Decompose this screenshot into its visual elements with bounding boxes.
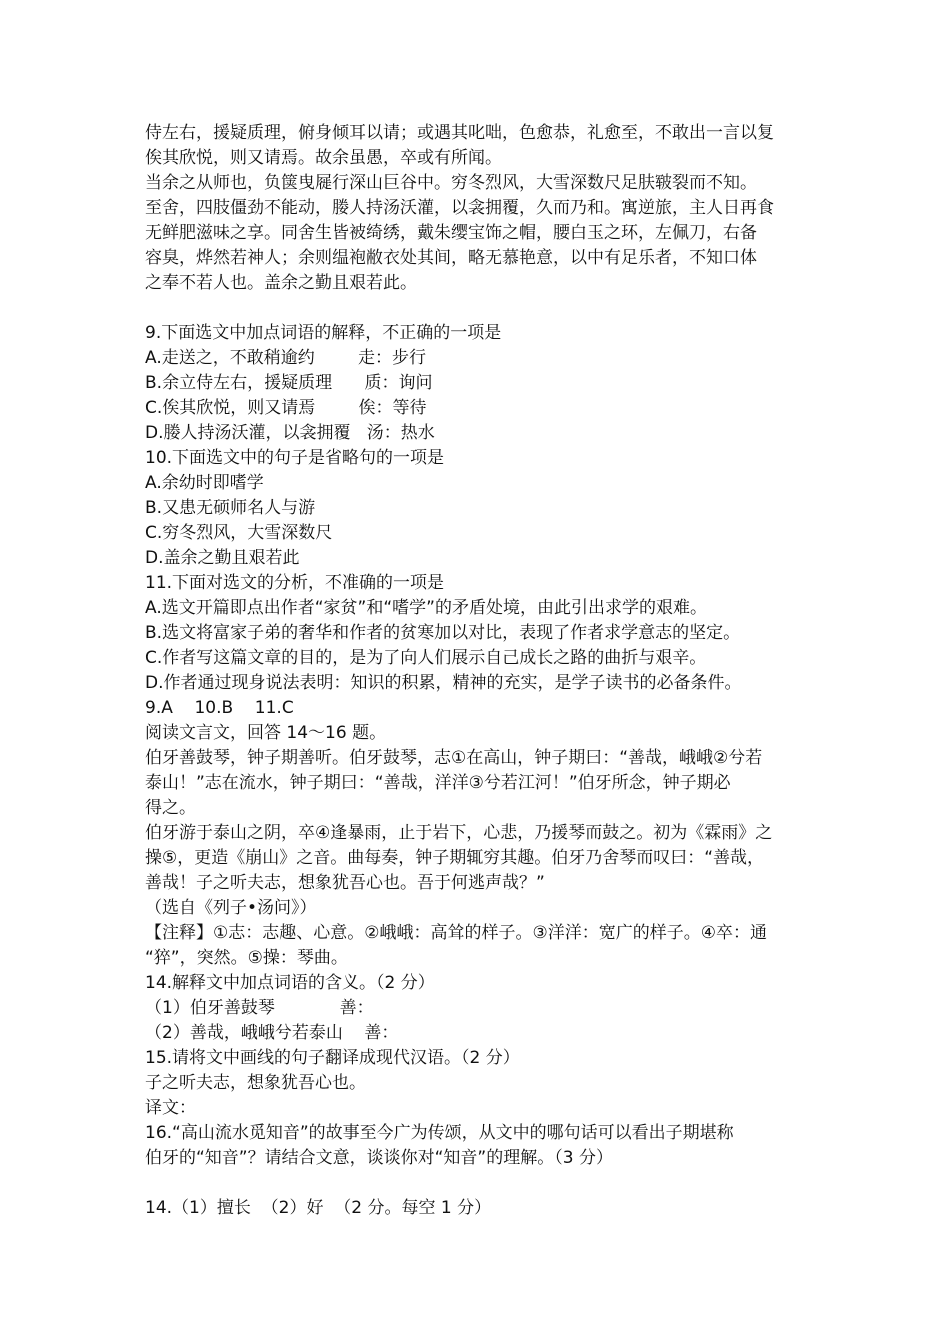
question-10-option-a: A.余幼时即嗜学 <box>145 473 264 493</box>
question-10-option-c: C.穷冬烈风，大雪深数尺 <box>145 523 333 543</box>
passage-line: 伯牙游于泰山之阴，卒④逢暴雨，止于岩下，心悲，乃援琴而鼓之。初为《霖雨》之 <box>145 823 773 843</box>
passage-line: 得之。 <box>145 798 196 818</box>
question-10-option-b: B.又患无硕师名人与游 <box>145 498 316 518</box>
blank-line <box>145 1171 815 1196</box>
question-9-option-c: C.俟其欣悦，则又请焉 俟：等待 <box>145 398 427 418</box>
document-body <box>145 121 815 1221</box>
translation-label: 译文： <box>145 1098 196 1118</box>
answer-key-14: 14.（1）擅长 （2）好 （2 分。每空 1 分） <box>145 1198 492 1218</box>
question-11-option-c: C.作者写这篇文章的目的，是为了向人们展示自己成长之路的曲折与艰辛。 <box>145 648 707 668</box>
question-14-stem: 14.解释文中加点词语的含义。（2 分） <box>145 973 435 993</box>
question-14-item-2: （2）善哉，峨峨兮若泰山 善： <box>145 1023 399 1043</box>
question-15-stem: 15.请将文中画线的句子翻译成现代汉语。（2 分） <box>145 1048 520 1068</box>
text-line: 当余之从师也，负箧曳屣行深山巨谷中。穷冬烈风，大雪深数尺足肤皲裂而不知。 <box>145 173 757 193</box>
text-line: 至舍，四肢僵劲不能动，媵人持汤沃灌，以衾拥覆，久而乃和。寓逆旅，主人日再食 <box>145 198 774 218</box>
passage-line: 操⑤，更造《崩山》之音。曲每奏，钟子期辄穷其趣。伯牙乃舍琴而叹曰：“善哉， <box>145 848 765 868</box>
passage-source: （选自《列子•汤问》） <box>145 898 317 918</box>
passage-line: 善哉！子之听夫志，想象犹吾心也。吾于何逃声哉？” <box>145 873 545 893</box>
question-14-item-1: （1）伯牙善鼓琴 善： <box>145 998 374 1018</box>
question-9-option-b: B.余立侍左右，援疑质理 质：询问 <box>145 373 433 393</box>
question-11-stem: 11.下面对选文的分析，不准确的一项是 <box>145 573 445 593</box>
annotation-line: 【注释】①志：志趣、心意。②峨峨：高耸的样子。③洋洋：宽广的样子。④卒：通 <box>145 923 767 943</box>
question-16-stem-cont: 伯牙的“知音”？请结合文意，谈谈你对“知音”的理解。（3 分） <box>145 1148 613 1168</box>
text-line: 之奉不若人也。盖余之勤且艰若此。 <box>145 273 417 293</box>
question-9-option-a: A.走送之，不敢稍逾约 走：步行 <box>145 348 426 368</box>
question-10-option-d: D.盖余之勤且艰若此 <box>145 548 300 568</box>
question-16-stem: 16.“高山流水觅知音”的故事至今广为传颂，从文中的哪句话可以看出子期堪称 <box>145 1123 734 1143</box>
question-15-sentence: 子之听夫志，想象犹吾心也。 <box>145 1073 366 1093</box>
question-9-stem: 9.下面选文中加点词语的解释，不正确的一项是 <box>145 323 502 343</box>
passage-line: 伯牙善鼓琴，钟子期善听。伯牙鼓琴，志①在高山，钟子期曰：“善哉，峨峨②兮若 <box>145 748 763 768</box>
blank-line <box>145 296 815 321</box>
question-9-option-d: D.媵人持汤沃灌，以衾拥覆 汤：热水 <box>145 423 435 443</box>
text-line: 俟其欣悦，则又请焉。故余虽愚，卒或有所闻。 <box>145 148 502 168</box>
question-11-option-a: A.选文开篇即点出作者“家贫”和“嗜学”的矛盾处境，由此引出求学的艰难。 <box>145 598 707 618</box>
answer-key-9-11: 9.A 10.B 11.C <box>145 698 294 718</box>
passage-line: 泰山！”志在流水，钟子期曰：“善哉，洋洋③兮若江河！”伯牙所念，钟子期必 <box>145 773 731 793</box>
question-11-option-b: B.选文将富家子弟的奢华和作者的贫寒加以对比，表现了作者求学意志的坚定。 <box>145 623 741 643</box>
question-10-stem: 10.下面选文中的句子是省略句的一项是 <box>145 448 445 468</box>
question-11-option-d: D.作者通过现身说法表明：知识的积累，精神的充实，是学子读书的必备条件。 <box>145 673 742 693</box>
reading-instruction: 阅读文言文，回答 14～16 题。 <box>145 723 387 743</box>
text-line: 容臭，烨然若神人；余则缊袍敝衣处其间，略无慕艳意，以中有足乐者，不知口体 <box>145 248 757 268</box>
annotation-line: “猝”，突然。⑤操：琴曲。 <box>145 948 348 968</box>
text-line: 无鲜肥滋味之享。同舍生皆被绮绣，戴朱缨宝饰之帽，腰白玉之环，左佩刀，右备 <box>145 223 757 243</box>
text-line: 侍左右，援疑质理，俯身倾耳以请；或遇其叱咄，色愈恭，礼愈至，不敢出一言以复 <box>145 123 774 143</box>
